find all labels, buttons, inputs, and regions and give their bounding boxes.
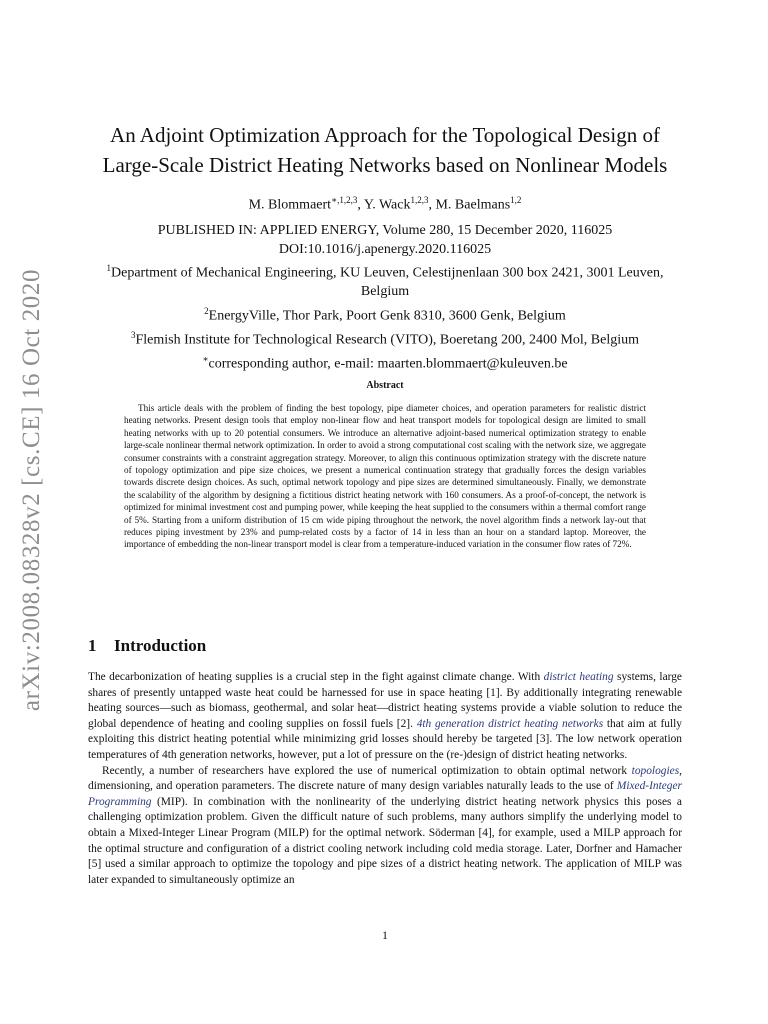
author-3-name: , M. Baelmans xyxy=(428,197,511,213)
corresponding-author: ∗corresponding author, e-mail: maarten.blommaert@kuleuven.be xyxy=(202,353,568,372)
author-2-affil: 1,2,3 xyxy=(410,195,429,205)
doi: DOI:10.1016/j.apenergy.2020.116025 xyxy=(278,241,492,257)
affiliation-2: $^2$EnergyVille, Thor Park, Poort Genk 8310, 3600 Genk, Belgium xyxy=(204,305,566,324)
section-number: 1 xyxy=(88,636,97,655)
section-title: Introduction xyxy=(114,636,207,655)
author-list xyxy=(88,190,682,216)
paragraph-2: Recently, a number of researchers have explored the use of numerical optimization to obtain optimal network topologies, dimensioning, and operation parameters. The discrete nature of many design variables naturally leads to the use of Mixed-Integer Programming (MIP). In combination with the nonlinearity of the underlying district heating network physics this poses a challenging optimization problem. Given the difficult nature of such problems, many authors simplify the underlying model to obtain a Mixed-Integer Linear Program (MILP) for the optimal network. Söderman [4], for example, used a MILP approach for the optimal structure and configuration of a district cooling network including cold media storage. Later, Dorfner and Hamacher [5] used a similar approach to optimize the topology and pipe sizes of a district heating network. The application of MILP was later expanded to simultaneously optimize an xyxy=(88,764,682,886)
author-1-name: M. Blommaert xyxy=(248,197,332,213)
publication-info xyxy=(88,222,682,374)
title-line-1: An Adjoint Optimization Approach for the Topological Design of xyxy=(110,123,660,147)
affiliation-1: $^1$Department of Mechanical Engineering, KU Leuven, Celestijnenlaan 300 box 2421, 3001 Leuven, Belgium xyxy=(106,263,664,300)
author-1-affil: ∗,1,2,3 xyxy=(331,195,358,205)
term-district-heating: district heating xyxy=(543,671,614,683)
author-2-name: , Y. Wack xyxy=(357,197,411,213)
paper-title xyxy=(88,120,682,180)
section-heading xyxy=(88,636,682,656)
affiliation-3: $^3$Flemish Institute for Technological Research (VITO), Boeretang 200, 2400 Mol, Belgium xyxy=(130,329,640,348)
published-in: PUBLISHED IN: APPLIED ENERGY, Volume 280, 15 December 2020, 116025 xyxy=(157,223,613,238)
abstract-heading: Abstract xyxy=(366,380,404,391)
arxiv-identifier xyxy=(14,268,50,712)
title-line-2: Large-Scale District Heating Networks based on Nonlinear Models xyxy=(102,153,668,177)
arxiv-id-text: arXiv:2008.08328v2 [cs.CE] 16 Oct 2020 xyxy=(18,268,45,712)
introduction-body xyxy=(88,670,682,888)
page-number: 1 xyxy=(382,928,388,942)
term-4th-generation: 4th generation district heating networks xyxy=(416,717,604,730)
term-mip: Mixed-Integer Programming xyxy=(88,780,682,808)
abstract-text: This article deals with the problem of finding the best topology, pipe diameter choices, and operation parameters for realistic district heating networks. Present design tools that employ non-linear flow and heat transport models for topological design are limited to small heating networks with up to 20 potential consumers. We introduce an alternative adjoint-based numerical optimization strategy to enable large-scale nonlinear thermal network optimization. In order to avoid a strong computational cost scaling with the network size, we aggregate consumer constraints with a constraint aggregation strategy. Moreover, to align this continuous optimization strategy with the discrete nature of topology optimization and pipe size choices, we present a numerical continuation strategy that gradually forces the design variables towards discrete design choices. As such, optimal network topology and pipe sizes are determined simultaneously. Finally, we demonstrate the scalability of the algorithm by designing a fictitious district heating network with 160 consumers. As a proof-of-concept, the network is optimized for minimal investment cost and pumping power, while keeping the heat supplied to the consumers within a thermal comfort range of 5%. Starting from a uniform distribution of 15 cm wide piping throughout the network, the novel algorithm finds a network lay-out that reduces piping investment by 23% and pump-related costs by a factor of 14 in less than an hour on a standard laptop. Moreover, the importance of embedding the non-linear transport model is clear from a temperature-induced variation in the consumer flow rates of 72%. xyxy=(124,403,646,550)
author-3-affil: 1,2 xyxy=(510,195,522,205)
term-topologies: topologies xyxy=(631,764,680,777)
paragraph-1: The decarbonization of heating supplies is a crucial step in the fight against climate change. With district heating systems, large shares of presently untapped waste heat could be harnessed for use in space heating [1]. By additionally integrating renewable heating sources—such as biomass, geothermal, and solar heat—district heating systems provide a viable solution to reduce the global dependence of heating and cooling supplies on fossil fuels [2]. 4th generation district heating networks that aim at fully exploiting this district heating potential while minimizing grid losses should hereby be targeted [3]. The low network operation temperatures of 4th generation networks, however, put a lot of pressure on the (re-)design of district heating networks. xyxy=(88,671,682,761)
